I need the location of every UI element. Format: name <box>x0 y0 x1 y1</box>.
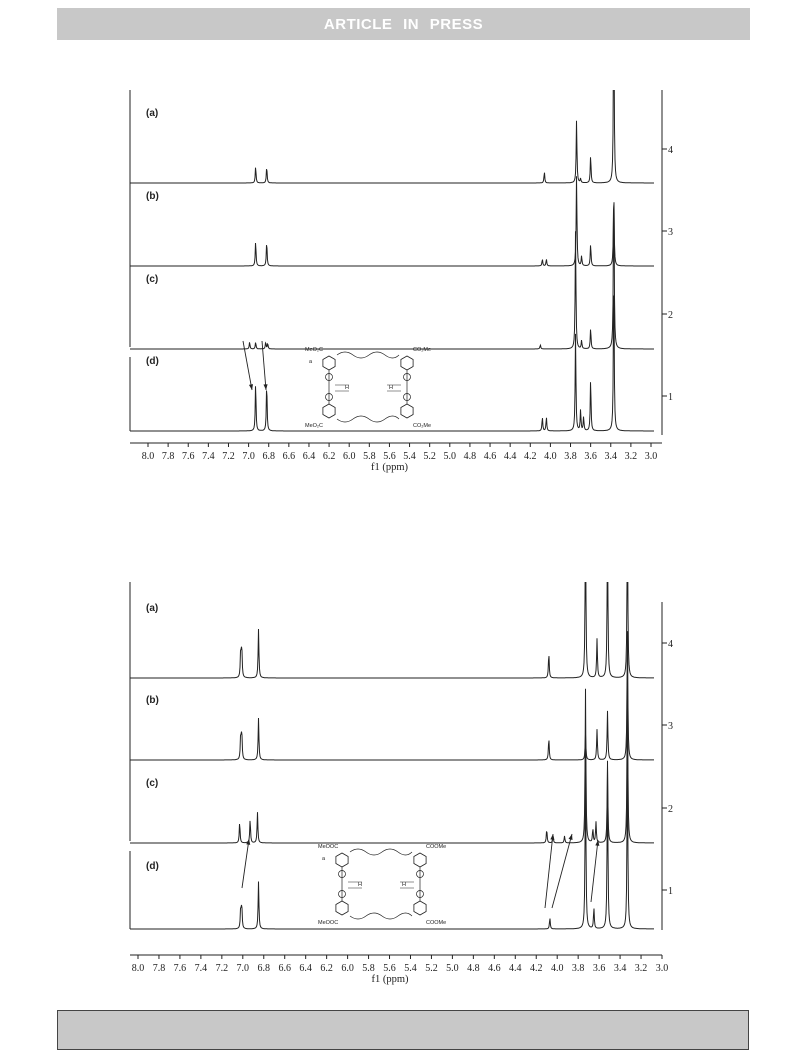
series-trace <box>130 80 654 183</box>
x-tick-label: 5.0 <box>443 451 457 462</box>
series-label: (c) <box>146 274 159 285</box>
footer-bar <box>57 1010 749 1050</box>
series-label: (b) <box>146 695 159 706</box>
traces <box>130 572 654 929</box>
inset-label: a <box>309 359 313 365</box>
x-tick-label: 4.4 <box>509 963 522 974</box>
x-tick-label: 7.4 <box>194 963 208 974</box>
bond <box>329 370 407 404</box>
traces <box>130 80 654 431</box>
x-tick-label: 3.6 <box>584 451 597 462</box>
y-tick-label: 1 <box>668 392 673 403</box>
ether-chain <box>350 849 412 855</box>
x-tick-label: 6.2 <box>320 963 333 974</box>
x-tick-label: 4.2 <box>529 963 543 974</box>
y-tick-label: 4 <box>668 639 673 650</box>
arrow <box>242 839 249 888</box>
x-tick-label: 6.0 <box>342 451 356 462</box>
x-tick-label: 4.8 <box>463 451 477 462</box>
series-label: (d) <box>146 356 159 367</box>
series-label: (a) <box>146 603 159 614</box>
structure-inset <box>305 347 431 429</box>
structure-inset <box>318 844 446 926</box>
y-tick-label: 2 <box>668 310 673 321</box>
x-tick-label: 3.2 <box>624 451 638 462</box>
x-tick-label: 7.0 <box>236 963 250 974</box>
y-tick-label: 1 <box>668 886 673 897</box>
series-label: (c) <box>146 778 159 789</box>
inset-label: H <box>358 882 362 888</box>
inset-label: COOMe <box>426 844 447 850</box>
series-trace <box>130 631 654 760</box>
series-label: (a) <box>146 108 159 119</box>
inset-label: H <box>389 385 393 391</box>
arrow-head <box>249 384 253 390</box>
ether-chain <box>350 913 412 919</box>
x-tick-label: 7.8 <box>161 451 175 462</box>
x-tick-label: 5.6 <box>383 451 396 462</box>
benzene-ring <box>336 853 348 867</box>
x-tick-label: 8.0 <box>131 963 145 974</box>
y-tick-label: 2 <box>668 804 673 815</box>
benzene-ring <box>323 356 335 370</box>
benzene-ring <box>414 853 426 867</box>
x-tick-label: 5.2 <box>423 451 436 462</box>
x-tick-label: 7.6 <box>173 963 187 974</box>
ether-chain <box>337 352 399 358</box>
x-tick-label: 7.2 <box>215 963 229 974</box>
x-tick-label: 6.6 <box>282 451 296 462</box>
x-tick-label: 4.0 <box>550 963 564 974</box>
x-tick-label: 6.2 <box>322 451 336 462</box>
arrow <box>552 834 572 908</box>
x-tick-label: 5.0 <box>446 963 459 974</box>
x-tick-label: 3.6 <box>592 963 606 974</box>
article-in-press-banner <box>57 8 750 40</box>
benzene-ring <box>401 404 413 418</box>
y-tick-label: 4 <box>668 145 673 156</box>
benzene-ring <box>336 901 348 915</box>
x-tick-label: 7.6 <box>181 451 195 462</box>
x-tick-label: 6.0 <box>341 963 354 974</box>
bond <box>342 867 420 901</box>
x-tick-label: 3.0 <box>644 451 658 462</box>
nmr-spectrum-bottom <box>0 572 793 992</box>
inset-label: CO₂Me <box>413 423 432 429</box>
inset-label: MeO₂C <box>305 423 324 429</box>
series-label: (b) <box>146 191 159 202</box>
x-tick-label: 3.8 <box>564 451 577 462</box>
series-trace <box>130 296 654 432</box>
x-tick-label: 6.8 <box>262 451 275 462</box>
ether-chain <box>337 416 399 422</box>
inset-label: MeOOC <box>318 920 339 926</box>
x-tick-label: 4.4 <box>503 451 517 462</box>
x-tick-label: 5.4 <box>404 963 417 974</box>
series-trace <box>130 202 654 349</box>
arrow-head <box>569 834 573 840</box>
x-tick-label: 3.4 <box>613 963 627 974</box>
x-tick-label: 4.6 <box>483 451 497 462</box>
banner-text: ARTICLE IN PRESS <box>323 15 484 33</box>
benzene-ring <box>401 356 413 370</box>
inset-label: CO₂Me <box>413 347 432 353</box>
x-tick-label: 5.2 <box>425 963 438 974</box>
arrow-head <box>550 834 554 840</box>
x-tick-label: 3.8 <box>571 963 585 974</box>
x-tick-label: 3.0 <box>655 963 669 974</box>
inset-label: COOMe <box>426 920 447 926</box>
x-tick-label: 4.8 <box>467 963 480 974</box>
x-tick-label: 3.2 <box>634 963 648 974</box>
series-trace <box>130 747 654 929</box>
inset-label: MeO₂C <box>305 347 324 353</box>
y-tick-label: 3 <box>668 721 673 732</box>
x-tick-label: 3.4 <box>604 451 618 462</box>
y-tick-label: 3 <box>668 227 673 238</box>
x-tick-label: 4.6 <box>488 963 501 974</box>
arrow <box>591 840 598 902</box>
x-tick-label: 6.4 <box>302 451 316 462</box>
x-tick-label: 7.8 <box>152 963 166 974</box>
x-tick-label: 6.8 <box>257 963 271 974</box>
x-axis-label: f1 (ppm) <box>370 462 409 473</box>
x-tick-label: 6.6 <box>278 963 291 974</box>
x-tick-label: 4.0 <box>544 451 557 462</box>
x-tick-label: 6.4 <box>299 963 312 974</box>
nmr-spectrum-top <box>0 80 793 500</box>
inset-label: a <box>322 856 326 862</box>
inset-label: MeOOC <box>318 844 339 850</box>
benzene-ring <box>323 404 335 418</box>
inset-label: H <box>402 882 406 888</box>
arrow <box>545 834 553 908</box>
x-tick-label: 7.4 <box>202 451 215 462</box>
x-tick-label: 7.2 <box>222 451 235 462</box>
x-tick-label: 7.0 <box>242 451 255 462</box>
x-tick-label: 5.6 <box>383 963 396 974</box>
x-tick-label: 5.8 <box>363 451 376 462</box>
series-label: (d) <box>146 861 159 872</box>
series-trace <box>130 572 654 678</box>
x-tick-label: 5.4 <box>403 451 416 462</box>
x-tick-label: 8.0 <box>141 451 155 462</box>
inset-label: H <box>345 385 349 391</box>
series-trace <box>130 680 654 843</box>
x-tick-label: 5.8 <box>362 963 375 974</box>
x-axis-label: f1 (ppm) <box>371 974 409 985</box>
x-tick-label: 4.2 <box>524 451 537 462</box>
benzene-ring <box>414 901 426 915</box>
